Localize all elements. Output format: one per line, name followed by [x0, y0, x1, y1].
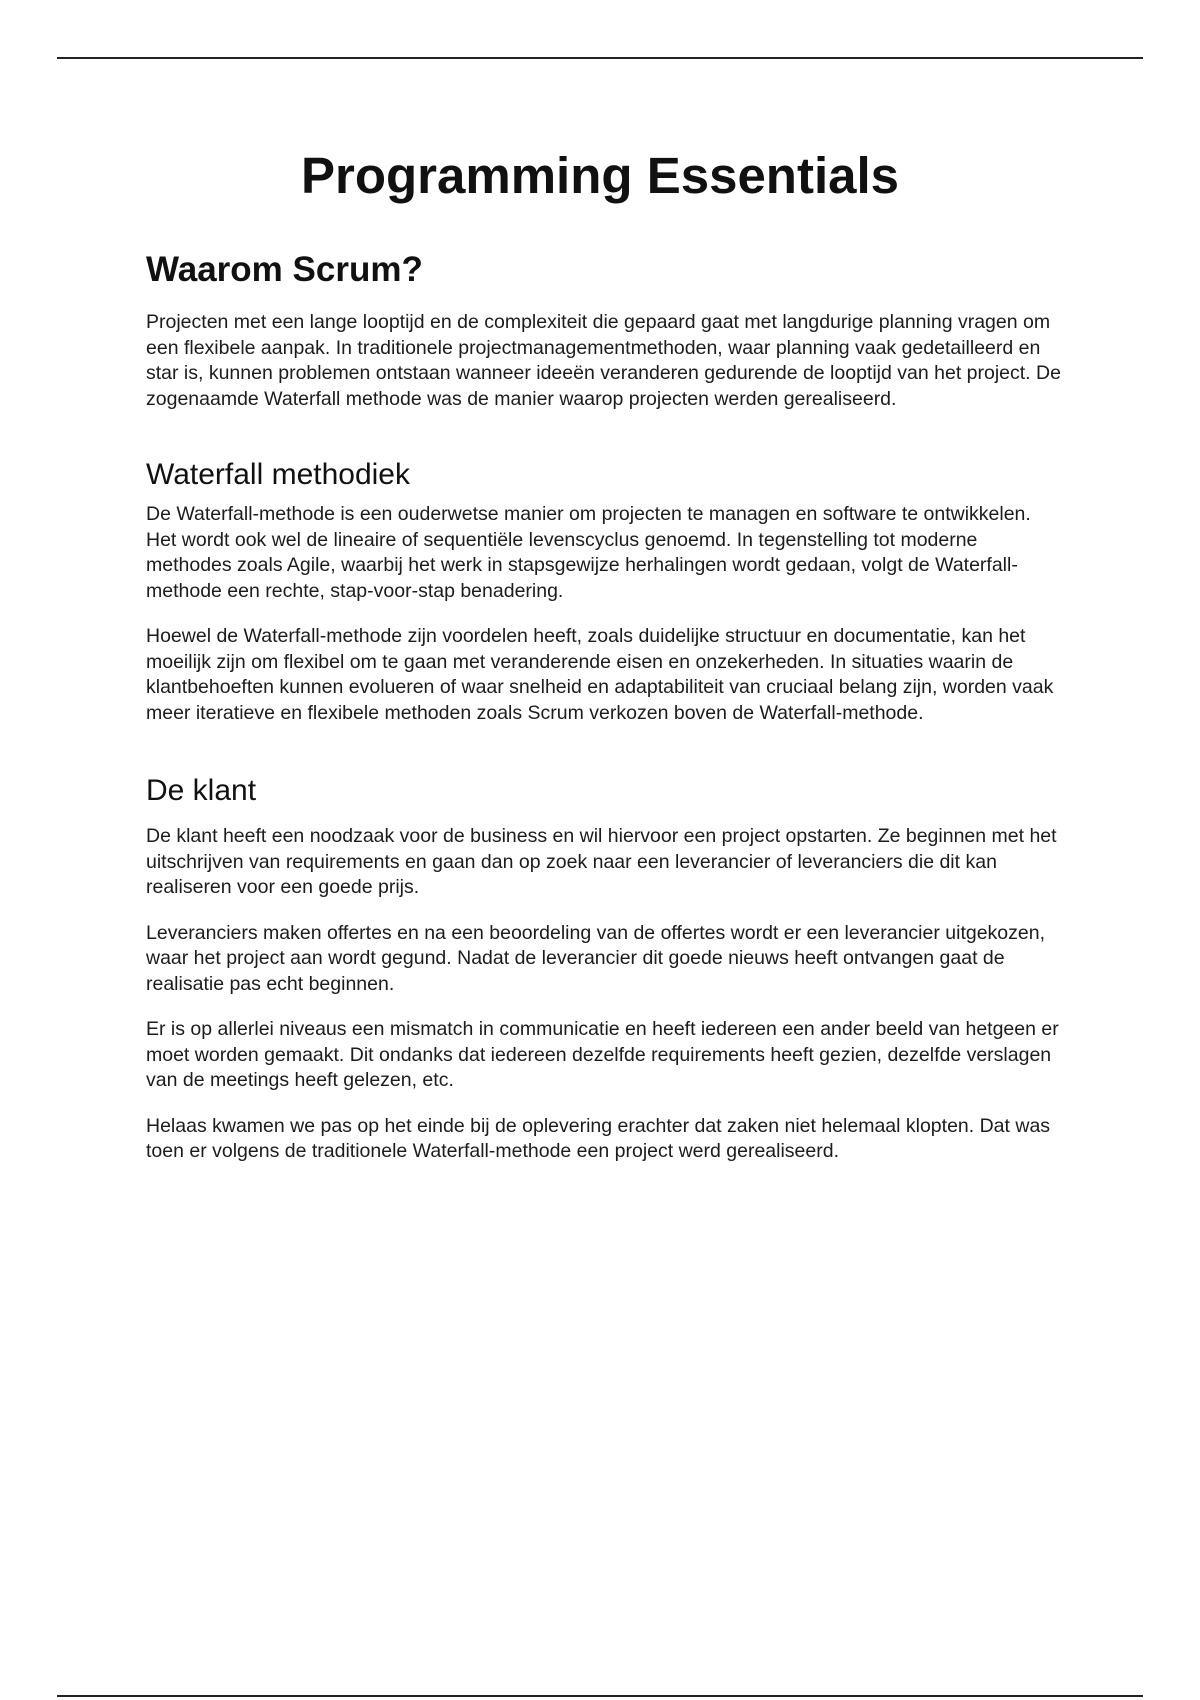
klant-paragraph-1: De klant heeft een noodzaak voor de business en wil hiervoor een project opstarten. Ze beginnen met het uitschrijven van requirements en gaan dan op zoek naar een leverancier of leveranciers die dit kan realiseren voor een goede prijs.	[146, 825, 1057, 898]
main-heading: Waarom Scrum?	[146, 250, 423, 289]
klant-paragraph-2: Leveranciers maken offertes en na een beoordeling van de offertes wordt er een leverancier uitgekozen, waar het project aan wordt gegund. Nadat de leverancier dit goede nieuws heeft ontvangen gaat de realisatie pas echt beginnen.	[146, 921, 1046, 995]
section-klant	[146, 772, 1066, 1165]
spacer	[146, 432, 1066, 456]
section-heading-waterfall: Waterfall methodiek	[146, 458, 410, 491]
section-waterfall	[146, 456, 1066, 726]
intro-paragraph: Projecten met een lange looptijd en de complexiteit die gepaard gaat met langdurige planning vragen om een flexibele aanpak. In traditionele projectmanagementmethoden, waar planning vaak gedetailleerd en star is, kunnen problemen ontstaan wanneer ideeën veranderen gedurende de looptijd van het project. De zogenaamde Waterfall methode was de manier waarop projecten werden gerealiseerd.	[146, 311, 1061, 410]
document-body	[146, 248, 1066, 1185]
waterfall-paragraph-2: Hoewel de Waterfall-methode zijn voordelen heeft, zoals duidelijke structuur en documentatie, kan het moeilijk zijn om flexibel om te gaan met veranderende eisen en onzekerheden. In situaties waarin de klantbehoeften kunnen evolueren of waar snelheid en adaptabiliteit van cruciaal belang zijn, worden vaak meer iteratieve en flexibele methoden zoals Scrum verkozen boven de Waterfall-methode.	[146, 625, 1054, 724]
footer-rule	[57, 1695, 1143, 1697]
spacer	[146, 746, 1066, 772]
section-heading-klant: De klant	[146, 774, 257, 807]
document-title: Programming Essentials	[300, 147, 900, 204]
waterfall-paragraph-1: De Waterfall-methode is een ouderwetse manier om projecten te managen en software te ontwikkelen. Het wordt ook wel de lineaire of sequentiële levenscyclus genoemd. In tegenstelling tot moderne methodes zoals Agile, waarbij het werk in stapsgewijze herhalingen wordt gedaan, volgt de Waterfall-methode een rechte, stap-voor-stap benadering.	[146, 503, 1031, 602]
header-rule	[57, 57, 1143, 59]
klant-paragraph-3: Er is op allerlei niveaus een mismatch in communicatie en heeft iedereen een ander beeld van hetgeen er moet worden gemaakt. Dit ondanks dat iedereen dezelfde requirements heeft gezien, dezelfde verslagen van de meetings heeft gelezen, etc.	[146, 1018, 1059, 1091]
klant-paragraph-4: Helaas kwamen we pas op het einde bij de oplevering erachter dat zaken niet helemaal klopten. Dat was toen er volgens de traditionele Waterfall-methode een project werd gerealiseerd.	[146, 1114, 1051, 1162]
